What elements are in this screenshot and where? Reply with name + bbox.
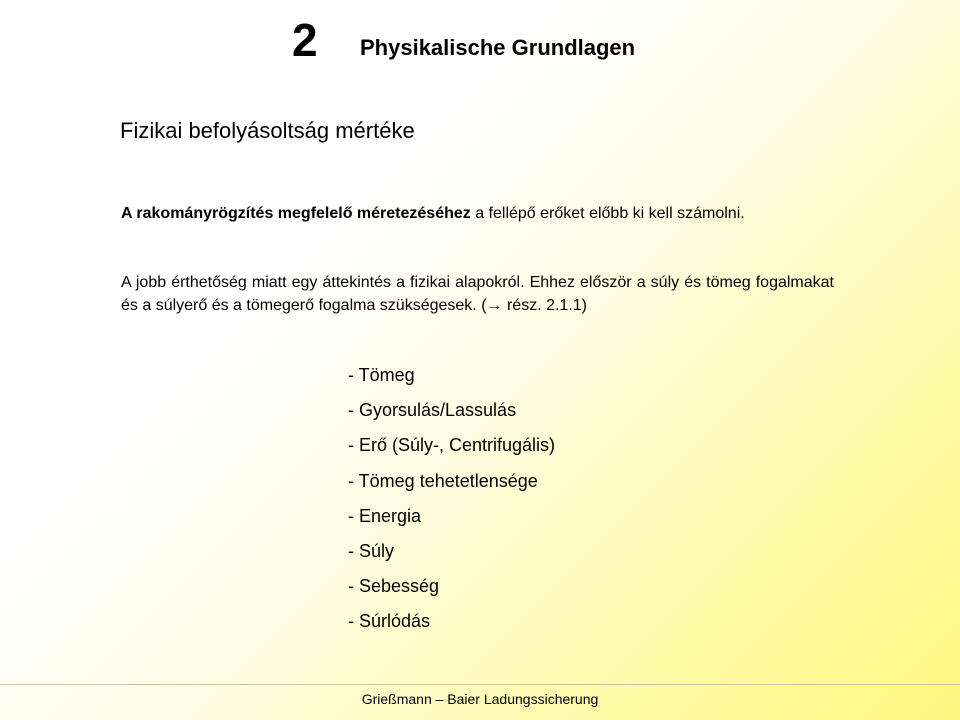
overview-paragraph: A jobb érthetőség miatt egy áttekintés a fizikai alapokról. Ehhez először a súly és tömeg fogalmakat és a súlyerő és a tömegerő fogalma szükségesek. (→ rész. 2.1.1) (121, 274, 834, 314)
list-item: - Súrlódás (348, 611, 431, 632)
list-item: - Sebesség (348, 576, 440, 597)
slide-subtitle: Fizikai befolyásoltság mértéke (120, 118, 415, 143)
list-item: - Súly (348, 540, 395, 561)
intro-normal-text: a fellépő erőket előbb ki kell számolni. (470, 205, 745, 222)
physics-terms-list (348, 363, 555, 645)
list-item: - Tömeg (348, 365, 415, 385)
list-item: - Gyorsulás/Lassulás (348, 400, 517, 421)
chapter-title: Physikalische Grundlagen (360, 35, 636, 60)
intro-paragraph (121, 202, 834, 225)
list-item: - Energia (348, 505, 422, 526)
list-item: - Erő (Súly-, Centrifugális) (348, 435, 556, 456)
footer-divider (0, 684, 960, 685)
list-item: - Tömeg tehetetlensége (348, 470, 538, 491)
footer-text: Grießmann – Baier Ladungssicherung (361, 691, 599, 707)
chapter-number: 2 (292, 14, 318, 66)
intro-bold-text: A rakományrögzítés megfelelő méretezéséhez (121, 205, 471, 222)
